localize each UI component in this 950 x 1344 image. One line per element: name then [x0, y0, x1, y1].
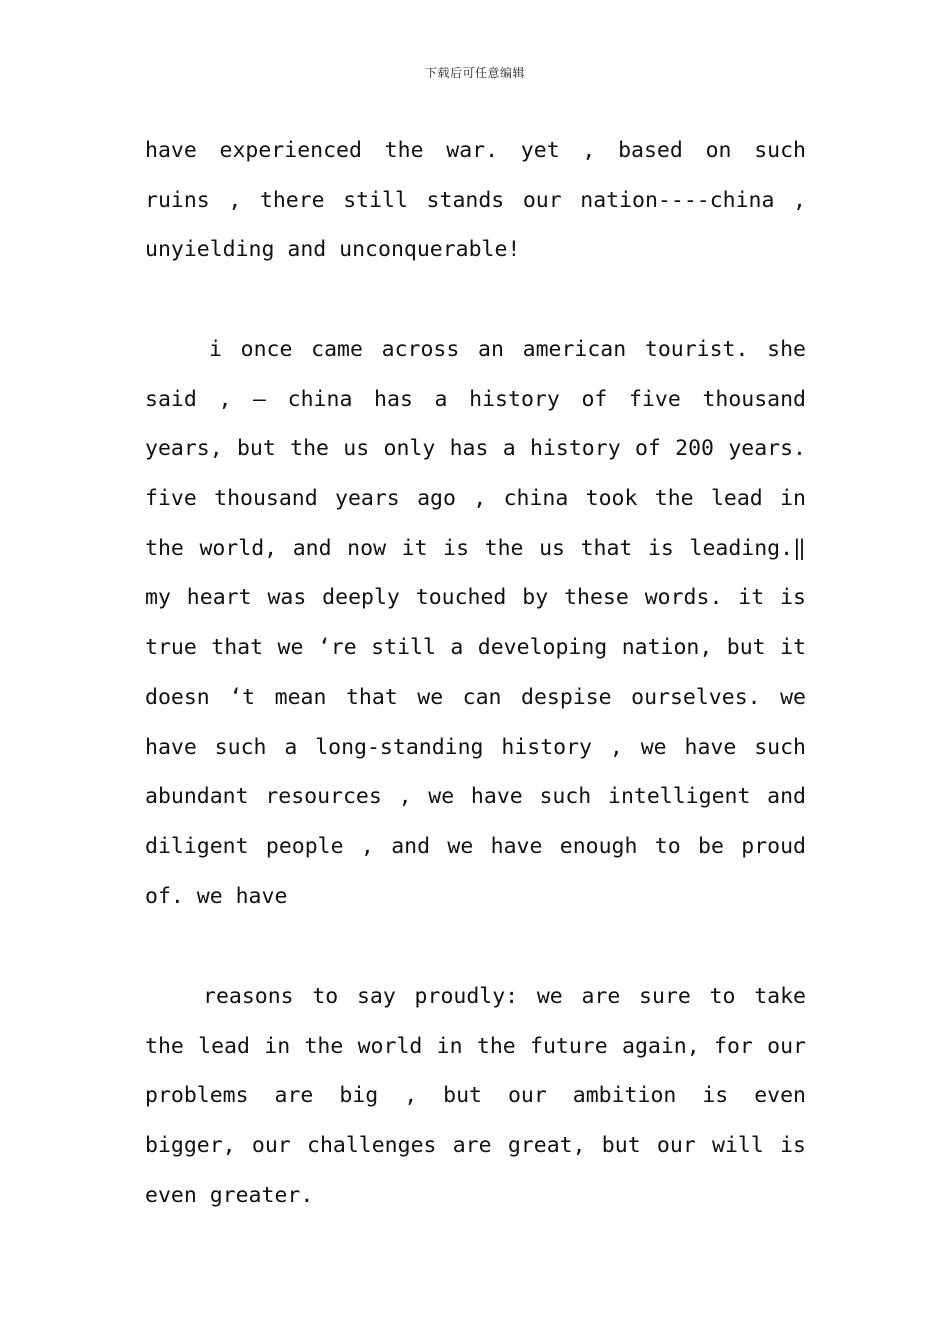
paragraph-2 — [145, 325, 806, 921]
text-line: have such a long-standing history , we have such — [145, 734, 806, 760]
text-line: abundant resources , we have such intelligent and — [145, 784, 806, 810]
paragraph-3 — [145, 972, 806, 1220]
text-line: the world, and now it is the us that is leading.‖ — [145, 535, 806, 561]
text-line: bigger, our challenges are great, but our will is — [145, 1133, 806, 1159]
text-line: i once came across an american tourist. she — [209, 337, 806, 362]
text-line: problems are big , but our ambition is even — [145, 1083, 806, 1109]
text-line: five thousand years ago , china took the lead in — [145, 486, 806, 512]
text-line: ruins , there still stands our nation----china , — [145, 187, 806, 213]
text-line: my heart was deeply touched by these words. it is — [145, 585, 806, 611]
text-line: doesn ‘t mean that we can despise ourselves. we — [145, 684, 806, 710]
text-line: true that we ‘re still a developing nation, but it — [145, 635, 806, 661]
text-line: diligent people , and we have enough to be proud — [145, 833, 806, 859]
page-header: 下载后可任意编辑 — [424, 66, 525, 80]
text-line: even greater. — [145, 1182, 314, 1208]
text-line: the lead in the world in the future again, for our — [145, 1033, 806, 1059]
text-line: reasons to say proudly: we are sure to take — [203, 984, 806, 1009]
text-line: years, but the us only has a history of 200 years. — [145, 436, 806, 462]
paragraph-1 — [145, 126, 806, 275]
text-line: said , — china has a history of five thousand — [145, 386, 806, 412]
text-line: unyielding and unconquerable! — [145, 237, 521, 263]
text-line: of. we have — [145, 883, 288, 909]
text-line: have experienced the war. yet , based on such — [145, 138, 806, 163]
